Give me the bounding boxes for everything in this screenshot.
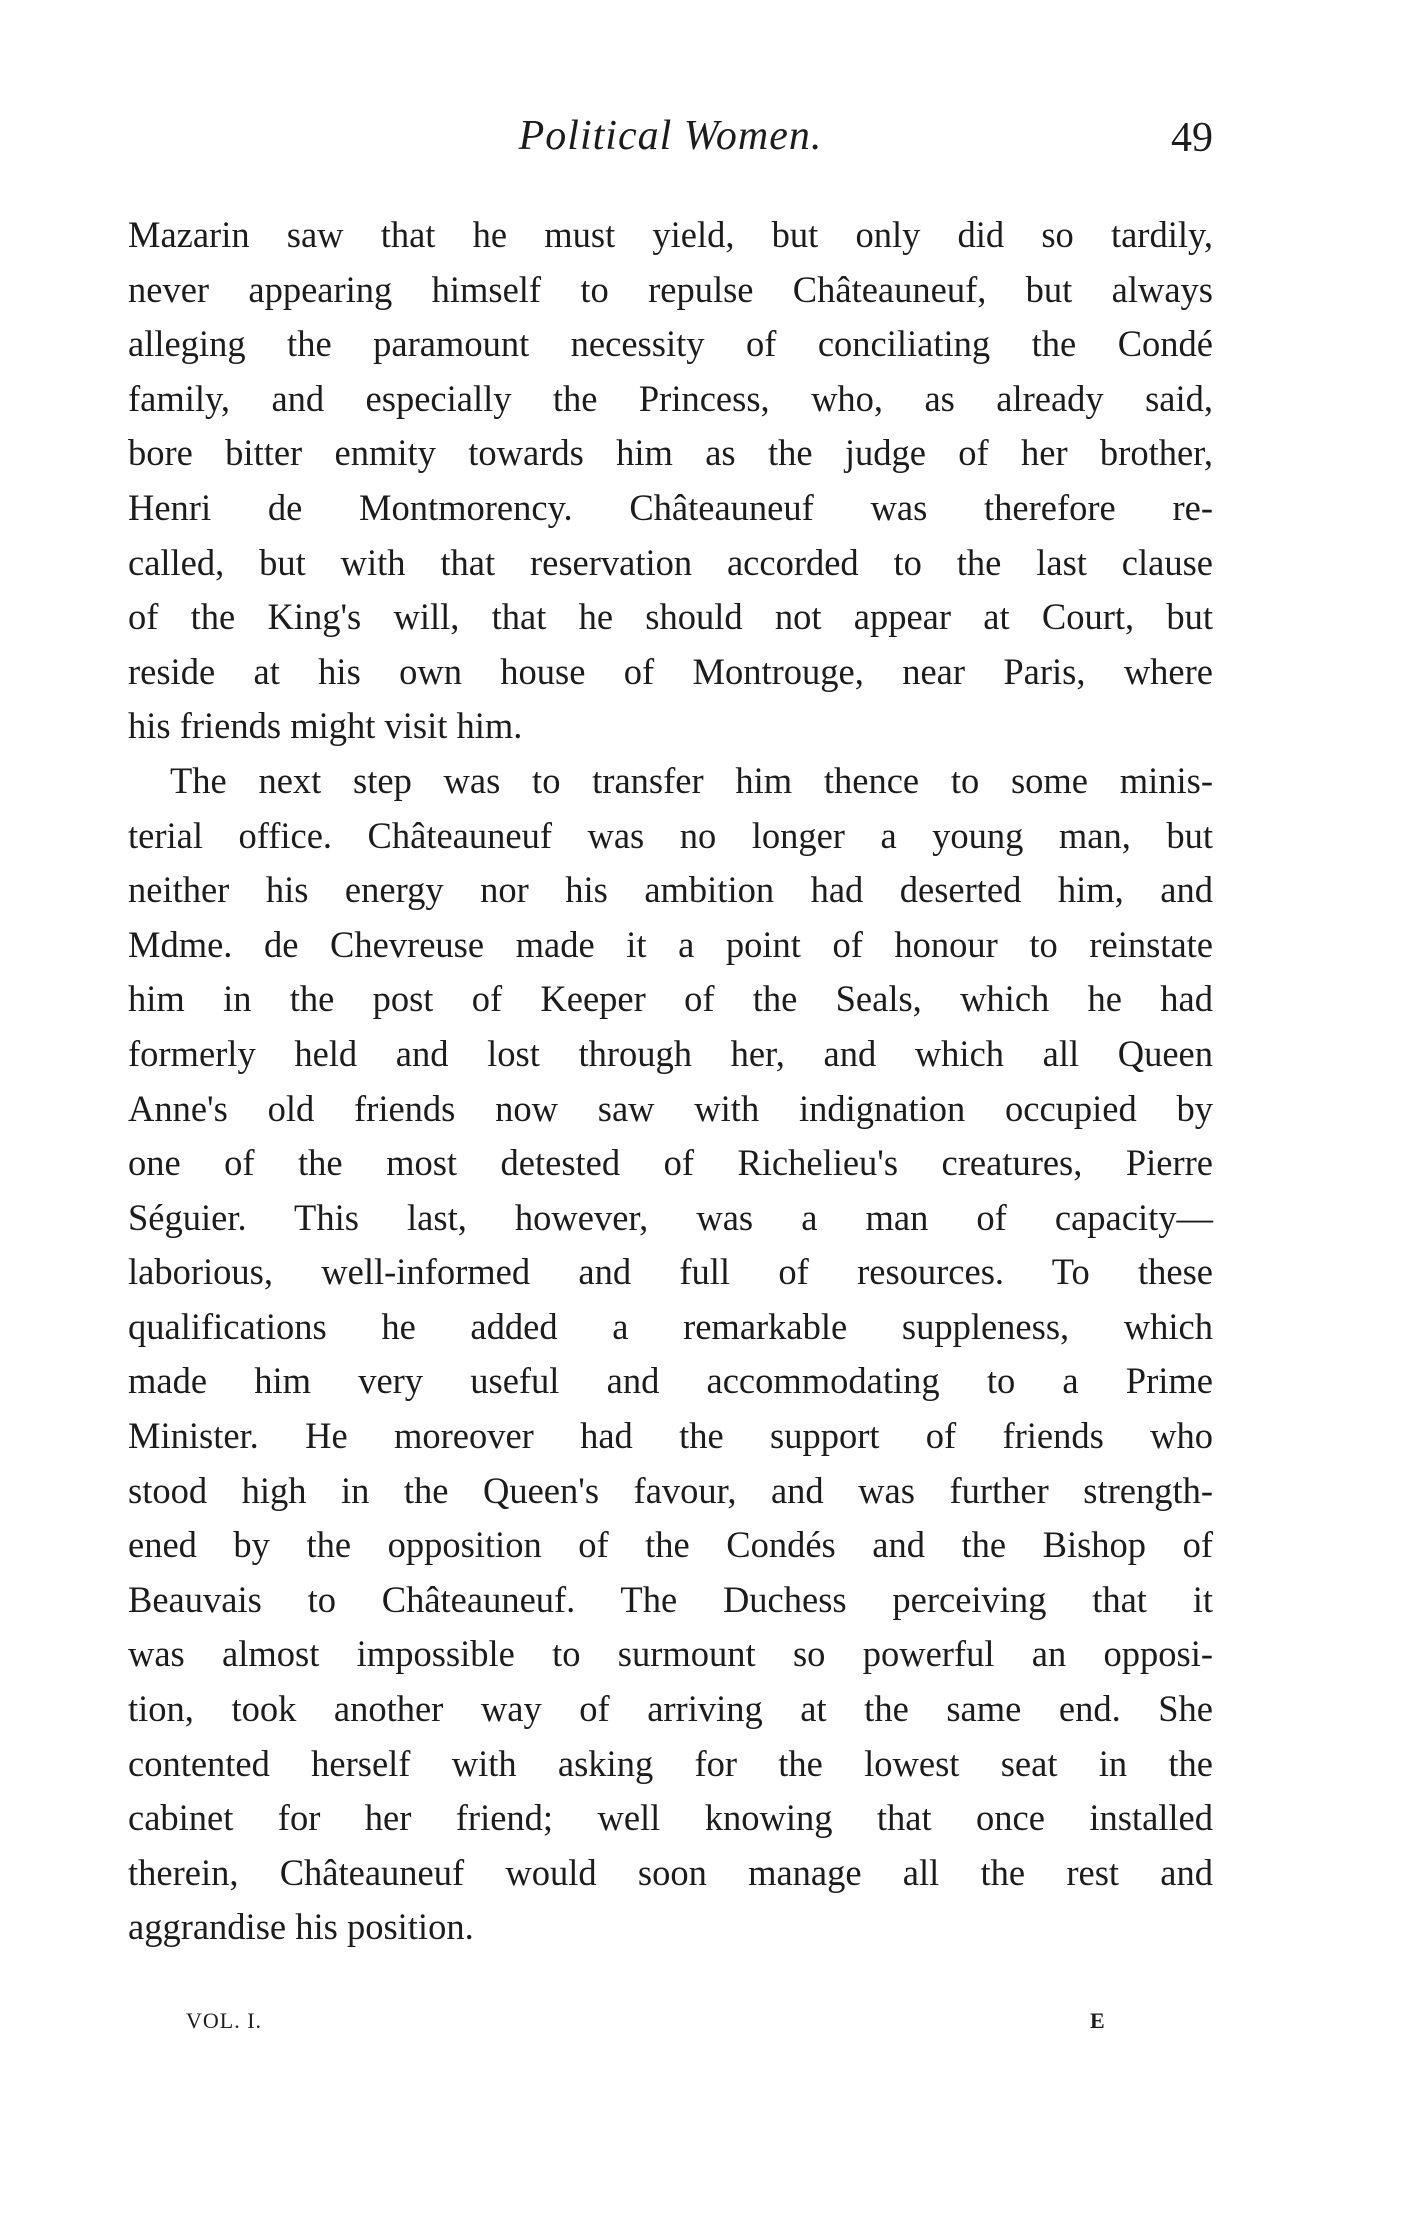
text-line: Henri de Montmorency. Châteauneuf was therefore re-: [128, 486, 1213, 528]
text-line: Beauvais to Châteauneuf. The Duchess perceiving that it: [128, 1578, 1213, 1620]
text-line: reside at his own house of Montrouge, near Paris, where: [128, 650, 1213, 692]
text-line: contented herself with asking for the lowest seat in the: [128, 1742, 1213, 1784]
text-line: one of the most detested of Richelieu's creatures, Pierre: [128, 1142, 1213, 1184]
text-line: tion, took another way of arriving at the same end. She: [128, 1688, 1213, 1730]
text-line: ened by the opposition of the Condés and the Bishop of: [128, 1524, 1213, 1566]
text-line: him in the post of Keeper of the Seals, which he had: [128, 978, 1213, 1020]
text-line: bore bitter enmity towards him as the judge of her brother,: [128, 432, 1213, 474]
text-line: formerly held and lost through her, and which all Queen: [128, 1032, 1213, 1074]
text-line: of the King's will, that he should not appear at Court, but: [128, 596, 1213, 638]
body-text: [128, 208, 1213, 1955]
text-line: Mdme. de Chevreuse made it a point of honour to reinstate: [128, 923, 1213, 965]
text-line: called, but with that reservation accorded to the last clause: [128, 541, 1213, 583]
text-line: family, and especially the Princess, who, as already said,: [128, 377, 1213, 419]
text-line: made him very useful and accommodating to a Prime: [128, 1360, 1213, 1402]
text-line: The next step was to transfer him thence to some minis-: [170, 759, 1213, 801]
text-line: laborious, well-informed and full of resources. To these: [128, 1251, 1213, 1293]
text-line: Mazarin saw that he must yield, but only did so tardily,: [128, 214, 1213, 255]
page-footer: [128, 2008, 1213, 2048]
text-line: neither his energy nor his ambition had deserted him, and: [128, 869, 1213, 911]
text-line: terial office. Châteauneuf was no longer a young man, but: [128, 814, 1213, 856]
text-line: was almost impossible to surmount so powerful an opposi-: [128, 1633, 1213, 1675]
running-title: Political Women.: [518, 113, 823, 159]
text-line: therein, Châteauneuf would soon manage all the rest and: [128, 1851, 1213, 1893]
text-line: Minister. He moreover had the support of friends who: [128, 1415, 1213, 1457]
text-line: qualifications he added a remarkable suppleness, which: [128, 1305, 1213, 1347]
text-line: his friends might visit him.: [128, 705, 523, 747]
text-line: cabinet for her friend; well knowing that once installed: [128, 1797, 1213, 1839]
text-line: Anne's old friends now saw with indignation occupied by: [128, 1087, 1213, 1129]
paragraph-1: [128, 208, 1213, 754]
text-line: stood high in the Queen's favour, and was further strength-: [128, 1469, 1213, 1511]
signature-mark: E: [1090, 2008, 1106, 2033]
text-line: alleging the paramount necessity of conciliating the Condé: [128, 323, 1213, 365]
text-line: never appearing himself to repulse Châteauneuf, but always: [128, 268, 1213, 310]
volume-label: VOL. I.: [186, 2008, 263, 2033]
page-number: 49: [1171, 115, 1213, 161]
text-line: aggrandise his position.: [128, 1906, 474, 1948]
text-line: Séguier. This last, however, was a man of capacity—: [128, 1196, 1213, 1238]
page-header: [128, 112, 1213, 174]
paragraph-2: [128, 754, 1213, 1955]
